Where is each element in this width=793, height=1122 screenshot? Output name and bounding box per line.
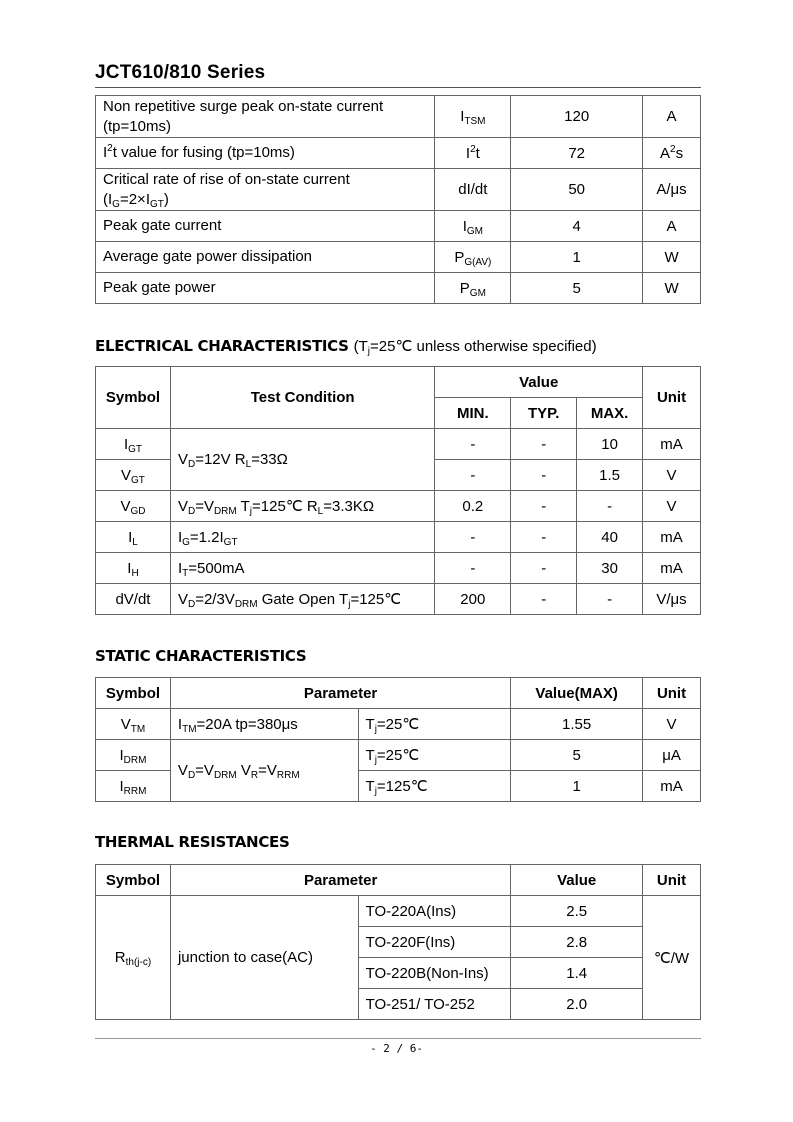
- value-cell: 2.5: [511, 896, 643, 927]
- value-cell: 1.55: [511, 709, 643, 740]
- table-row: [96, 896, 701, 927]
- unit-cell: mA: [643, 771, 701, 802]
- temp-cell: $T_j=25℃$: [358, 740, 511, 771]
- param-cell: Peak gate current: [96, 211, 435, 242]
- condition-cell: $I_T=500mA$: [170, 553, 434, 584]
- condition-cell: $V_D=V_{DRM}$ $T_j=125℃$ $R_L=3.3K\Omega$: [170, 491, 434, 522]
- symbol-cell: dV/dt: [96, 584, 171, 615]
- header-typ: TYP.: [511, 398, 577, 429]
- unit-cell: mA: [643, 429, 701, 460]
- value-cell: 120: [511, 96, 643, 138]
- static-table: [95, 677, 701, 802]
- value-cell: 1: [511, 771, 643, 802]
- param-cell: $I^2t$ value for fusing (tp=10ms): [96, 138, 435, 169]
- value-cell: 5: [511, 273, 643, 304]
- unit-cell: A/μs: [643, 169, 701, 211]
- value-cell: 2.8: [511, 927, 643, 958]
- unit-cell: μA: [643, 740, 701, 771]
- header-unit: Unit: [643, 865, 701, 896]
- symbol-cell: $P_{GM}$: [435, 273, 511, 304]
- table-row: [96, 584, 701, 615]
- package-cell: TO-220B(Non-Ins): [358, 958, 511, 989]
- symbol-cell: $V_{GT}$: [96, 460, 171, 491]
- max-cell: 40: [577, 522, 643, 553]
- package-cell: TO-220F(Ins): [358, 927, 511, 958]
- param-cell: junction to case(AC): [170, 896, 358, 1020]
- header-value: Value: [511, 865, 643, 896]
- max-cell: 30: [577, 553, 643, 584]
- condition-cell: $V_D=12V$ $R_L=33\Omega$: [170, 429, 434, 491]
- package-cell: TO-220A(Ins): [358, 896, 511, 927]
- header-value: Value: [435, 367, 643, 398]
- symbol-cell: $I_L$: [96, 522, 171, 553]
- symbol-cell: $I_H$: [96, 553, 171, 584]
- page-number: - 2 / 6-: [370, 1042, 423, 1055]
- unit-cell: ℃/W: [643, 896, 701, 1020]
- header-symbol: Symbol: [96, 367, 171, 429]
- table-row: [96, 491, 701, 522]
- param-cell: Non repetitive surge peak on-state current (tp=10ms): [96, 96, 435, 138]
- min-cell: -: [435, 553, 511, 584]
- condition-cell: $V_D=2/3V_{DRM}$ Gate Open $T_j=125℃$: [170, 584, 434, 615]
- symbol-cell: $I_{RRM}$: [96, 771, 171, 802]
- symbol-cell: $R_{th(j-c)}$: [96, 896, 171, 1020]
- unit-cell: $A^2s$: [643, 138, 701, 169]
- unit-cell: mA: [643, 553, 701, 584]
- table-row: [96, 553, 701, 584]
- table-row: [96, 522, 701, 553]
- min-cell: 0.2: [435, 491, 511, 522]
- symbol-cell: $P_{G(AV)}$: [435, 242, 511, 273]
- symbol-cell: $I_{DRM}$: [96, 740, 171, 771]
- unit-cell: V/μs: [643, 584, 701, 615]
- unit-cell: W: [643, 242, 701, 273]
- header-condition: Test Condition: [170, 367, 434, 429]
- header-min: MIN.: [435, 398, 511, 429]
- value-cell: 5: [511, 740, 643, 771]
- table-row: [96, 429, 701, 460]
- param-cell: Critical rate of rise of on-state current $(I_G=2\times I_{GT})$: [96, 169, 435, 211]
- unit-cell: A: [643, 96, 701, 138]
- header-parameter: Parameter: [170, 865, 510, 896]
- unit-cell: V: [643, 491, 701, 522]
- table-row: [96, 709, 701, 740]
- header-unit: Unit: [643, 367, 701, 429]
- table-row: [96, 138, 701, 169]
- min-cell: -: [435, 429, 511, 460]
- header-divider: [95, 87, 701, 88]
- value-cell: 1.4: [511, 958, 643, 989]
- typ-cell: -: [511, 460, 577, 491]
- table-row: [96, 740, 701, 771]
- typ-cell: -: [511, 553, 577, 584]
- header-value: Value(MAX): [511, 678, 643, 709]
- value-cell: 2.0: [511, 989, 643, 1020]
- header-row: [96, 367, 701, 398]
- symbol-cell: $I^2t$: [435, 138, 511, 169]
- page-title: JCT610/810 Series: [95, 62, 266, 83]
- footer-divider: [95, 1038, 701, 1039]
- condition-cell: $I_G=1.2I_{GT}$: [170, 522, 434, 553]
- symbol-cell: dI/dt: [435, 169, 511, 211]
- unit-cell: V: [643, 709, 701, 740]
- thermal-table: [95, 864, 701, 1020]
- electrical-table: [95, 366, 701, 615]
- value-cell: 1: [511, 242, 643, 273]
- typ-cell: -: [511, 584, 577, 615]
- header-row: [96, 678, 701, 709]
- typ-cell: -: [511, 429, 577, 460]
- ratings-table: [95, 95, 701, 304]
- table-row: [96, 242, 701, 273]
- typ-cell: -: [511, 522, 577, 553]
- param-cell: Average gate power dissipation: [96, 242, 435, 273]
- header-unit: Unit: [643, 678, 701, 709]
- max-cell: 1.5: [577, 460, 643, 491]
- param-cell: $V_D=V_{DRM}$ $V_R=V_{RRM}$: [170, 740, 358, 802]
- temp-cell: $T_j=25℃$: [358, 709, 511, 740]
- header-symbol: Symbol: [96, 865, 171, 896]
- unit-cell: V: [643, 460, 701, 491]
- unit-cell: W: [643, 273, 701, 304]
- param-cell: Peak gate power: [96, 273, 435, 304]
- value-cell: 4: [511, 211, 643, 242]
- symbol-cell: $I_{TSM}$: [435, 96, 511, 138]
- temp-cell: $T_j=125℃$: [358, 771, 511, 802]
- symbol-cell: $V_{GD}$: [96, 491, 171, 522]
- thermal-section-title: THERMAL RESISTANCES: [95, 833, 290, 851]
- symbol-cell: $I_{GT}$: [96, 429, 171, 460]
- static-section-title: STATIC CHARACTERISTICS: [95, 647, 307, 665]
- typ-cell: -: [511, 491, 577, 522]
- min-cell: -: [435, 460, 511, 491]
- table-row: [96, 273, 701, 304]
- table-row: [96, 96, 701, 138]
- symbol-cell: $V_{TM}$: [96, 709, 171, 740]
- max-cell: -: [577, 584, 643, 615]
- value-cell: 50: [511, 169, 643, 211]
- electrical-section-title: ELECTRICAL CHARACTERISTICS ($T_j=25℃$ unless otherwise specified): [95, 337, 597, 357]
- package-cell: TO-251/ TO-252: [358, 989, 511, 1020]
- header-parameter: Parameter: [170, 678, 510, 709]
- min-cell: 200: [435, 584, 511, 615]
- table-row: [96, 211, 701, 242]
- table-row: [96, 169, 701, 211]
- max-cell: 10: [577, 429, 643, 460]
- unit-cell: A: [643, 211, 701, 242]
- param-cell: $I_{TM}=20A$ tp=380μs: [170, 709, 358, 740]
- unit-cell: mA: [643, 522, 701, 553]
- electrical-note: ($T_j=25℃$ unless otherwise specified): [353, 338, 597, 357]
- header-max: MAX.: [577, 398, 643, 429]
- header-symbol: Symbol: [96, 678, 171, 709]
- max-cell: -: [577, 491, 643, 522]
- value-cell: 72: [511, 138, 643, 169]
- symbol-cell: $I_{GM}$: [435, 211, 511, 242]
- header-row: [96, 865, 701, 896]
- min-cell: -: [435, 522, 511, 553]
